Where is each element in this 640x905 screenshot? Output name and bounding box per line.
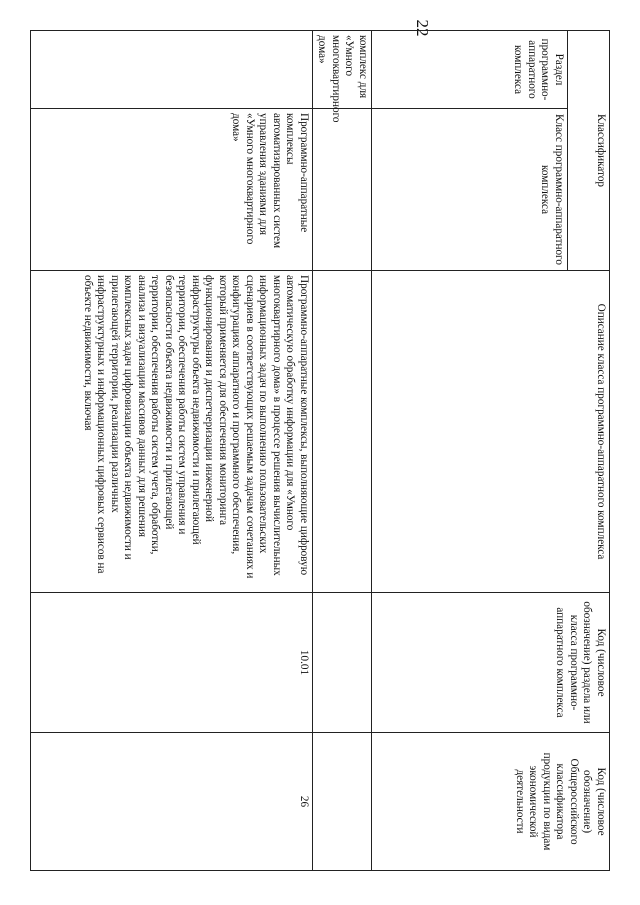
row2-code-section: 10.01 — [31, 593, 313, 733]
rotated-table-sheet — [30, 30, 610, 870]
row1-section: комплекс для «Умного многоквартирного дома» — [313, 31, 372, 109]
header-classifier: Классификатор — [568, 31, 610, 271]
row1-class — [313, 109, 372, 271]
row2-class: Программно-аппаратные комплексы автоматизированных систем управления зданиями для «Умного многоквартирного дома» — [31, 109, 313, 271]
row2-code-okpd: 26 — [31, 733, 313, 871]
header-code-section: Код (числовое обозначение) раздела или класса программно-аппаратного комплекса — [372, 593, 610, 733]
header-class: Класс программно-аппаратного комплекса — [372, 109, 568, 271]
header-code-okpd: Код (числовое обозначение) Общероссийского классификатора продукции по видам экономической деятельности — [372, 733, 610, 871]
row1-code-okpd — [313, 733, 372, 871]
document-page: 22 Классификатор Описание класса программно-аппаратного комплекса Код (числовое обозначение) раздела или класса программно-аппаратного комплекса Код (числовое обозначение) Общероссийского классификатора продукции по видам экономической деятельности Раздел программно-аппаратного комплекса Класс программно-аппаратного комплекса комплекс для «Умного многоквартирного дома» Программно-аппаратные комплексы автоматизированных систем управления зданиями для «Умного многоквартирного дома» Программно-аппаратные комплексы, выполняющие цифровую автоматическую обработку информации для «Умного многоквартирного дома» в процессе решения вычислительных информационных задач по выполнению пользовательских сценариев в соответствующих решаемым задачам сочетаниях и конфигурациях аппаратного и программного обеспечения, который применяется для обеспечения мониторинга функционирования и диспетчеризации инженерной инфраструктуры объекта недвижимости и прилегающей территории, обеспечения работы систем управления и безопасности объекта недвижимости и прилегающей территории, обеспечения работы систем учета, обработки, анализа и визуализации массивов данных для решения комплексных задач цифровизации объекта недвижимости и прилегающей территории, реализации различных инфраструктурных и информационных цифровых сервисов на объекте недвижимости, включая 10.01 26 — [0, 0, 640, 905]
row1-description — [313, 271, 372, 593]
row2-description: Программно-аппаратные комплексы, выполняющие цифровую автоматическую обработку информации для «Умного многоквартирного дома» в процессе решения вычислительных информационных задач по выполнению пользовательских сценариев в соответствующих решаемым задачам сочетаниях и конфигурациях аппаратного и программного обеспечения, который применяется для обеспечения мониторинга функционирования и диспетчеризации инженерной инфраструктуры объекта недвижимости и прилегающей территории, обеспечения работы систем управления и безопасности объекта недвижимости и прилегающей территории, обеспечения работы систем учета, обработки, анализа и визуализации массивов данных для решения комплексных задач цифровизации объекта недвижимости и прилегающей территории, реализации различных инфраструктурных и информационных цифровых сервисов на объекте недвижимости, включая — [31, 271, 313, 593]
header-section: Раздел программно-аппаратного комплекса — [372, 31, 568, 109]
classifier-table — [30, 30, 610, 871]
row1-code-section — [313, 593, 372, 733]
header-description: Описание класса программно-аппаратного комплекса — [372, 271, 610, 593]
row2-section — [31, 31, 313, 109]
